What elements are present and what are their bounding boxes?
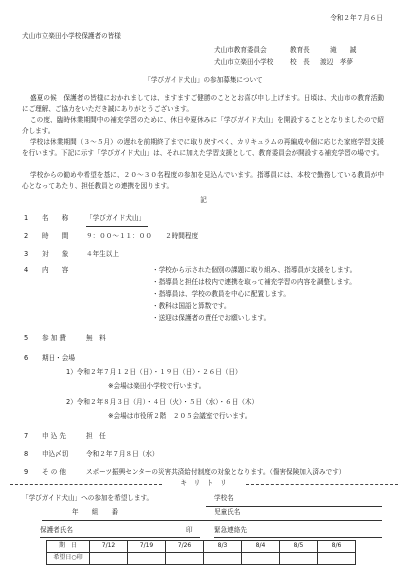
table-header-cell: 8/6 <box>318 541 356 553</box>
item-value: 「学びガイド犬山」 <box>86 214 146 222</box>
kiritori-label: キ リ ト リ <box>180 479 227 487</box>
date-checkbox-cell[interactable] <box>318 553 356 565</box>
emergency-contact-label: 緊急連絡先 <box>214 526 247 534</box>
table-header-cell: 8/4 <box>242 541 280 553</box>
item-label: 申込〆切 <box>42 450 69 458</box>
item-value: ４年生以上 <box>86 250 119 258</box>
item-number: 6 <box>24 354 29 362</box>
body-paragraph-2: この度、臨時休業期間中の補充学習のために、休日や夏休みに「学びガイド犬山」を開設することとなりましたので紹介します。 <box>22 116 384 135</box>
student-info-field[interactable] <box>42 520 382 521</box>
schedule-2-note: ※会場は市役所２階 ２０５会議室で行います。 <box>108 412 252 420</box>
document-date: 令和２年７月６日 <box>330 14 383 22</box>
recipient: 犬山市立楽田小学校保護者の皆様 <box>22 32 121 40</box>
guardian-name-label: 保護者氏名 <box>40 526 73 534</box>
item-label: 名 称 <box>42 214 69 222</box>
preferred-date-row-label: 希望日○印 <box>47 553 90 565</box>
content-bullet-4: ・教科は国語と算数です。 <box>152 302 231 310</box>
table-header-cell: 7/19 <box>128 541 166 553</box>
grade-class-number-label: 年 組 番 <box>72 508 119 516</box>
body-paragraph-3: 学校は休業期間（３～５月）の遅れを前期終了までに取り戻すべく、カリキュラムの再編成や個に応じた家庭学習支援を行います。下記に示す「学びガイド犬山」は、それに加えた学習支援として、教育委員会が開設する補充学習の場です。 <box>22 138 384 157</box>
table-header-row <box>47 541 356 553</box>
item-number: 9 <box>24 468 29 476</box>
content-bullet-3: ・指導員は、学校の教員を中心に配置します。 <box>152 290 290 298</box>
schedule-2: 2）令和２年８月３日（月）・４日（火）・５日（水）・６日（木） <box>66 398 259 406</box>
table-header-cell: 8/5 <box>280 541 318 553</box>
item-number: 3 <box>24 250 29 258</box>
item-value: ９：００～１１：００ ２時間程度 <box>86 232 199 240</box>
item-number: 4 <box>24 266 29 274</box>
body-paragraph-1: 盛夏の候 保護者の皆様におかれましては、ますますご健勝のこととお喜び申し上げます。日頃は、犬山市の教育活動にご理解、ご協力をいただき誠にありがとうございます。 <box>22 94 384 113</box>
content-bullet-2: ・指導員と担任は校内で連携を取って補充学習の内容を調整します。 <box>152 278 356 286</box>
item-label: 対 象 <box>42 250 69 258</box>
item-number: 1 <box>24 214 29 222</box>
table-header-cell: 7/12 <box>90 541 128 553</box>
cut-line-right <box>246 484 398 485</box>
content-bullet-5: ・送迎は保護者の責任でお願いします。 <box>152 314 271 322</box>
emergency-contact-field[interactable] <box>214 537 382 538</box>
schedule-1-note: ※会場は楽田小学校で行います。 <box>108 382 206 390</box>
item-number: 8 <box>24 450 29 458</box>
item-label: 内 容 <box>42 266 69 274</box>
item-number: 7 <box>24 432 29 440</box>
guardian-name-field[interactable] <box>40 537 200 538</box>
content-bullet-1: ・学校から示された個別の課題に取り組み、指導員が支援をします。 <box>152 266 357 274</box>
student-name-label: 児童氏名 <box>214 508 241 516</box>
date-checkbox-cell[interactable] <box>204 553 242 565</box>
item-number: 5 <box>24 334 29 342</box>
date-checkbox-cell[interactable] <box>242 553 280 565</box>
item-label: 期日・会場 <box>42 354 75 362</box>
school-name-field[interactable] <box>206 506 382 507</box>
sender-title-1: 教育長 <box>290 46 310 54</box>
item-value: 令和２年７月８日（水） <box>86 450 159 458</box>
date-checkbox-cell[interactable] <box>280 553 318 565</box>
item-label: 時 間 <box>42 232 69 240</box>
item-value: 無 料 <box>86 334 106 342</box>
table-row <box>47 553 356 565</box>
title-underline <box>86 226 148 227</box>
item-label: そ の 他 <box>42 468 66 476</box>
preferred-dates-table <box>46 540 356 565</box>
sender-org-1: 犬山市教育委員会 <box>214 46 267 54</box>
item-label: 参 加 費 <box>42 334 66 342</box>
ki-heading: 記 <box>200 196 207 204</box>
date-checkbox-cell[interactable] <box>90 553 128 565</box>
sender-name-1: 滝 誠 <box>330 46 357 54</box>
item-number: 2 <box>24 232 29 240</box>
date-checkbox-cell[interactable] <box>128 553 166 565</box>
subject-title: 「学びガイド犬山」の参加募集について <box>144 76 263 84</box>
form-intro: 「学びガイド犬山」への参加を希望します。 <box>22 494 154 502</box>
item-value: 担 任 <box>86 432 106 440</box>
schedule-1: 1）令和２年７月１２日（日）・１９日（日）・２６日（日） <box>66 368 242 376</box>
table-header-cell: 期 日 <box>47 541 90 553</box>
body-paragraph-4: 学校からの勧めや希望を基に、２０～３０名程度の参加を見込んでいます。指導員には、本校で勤務している教員が中心となってあたり、担任教員との連携を図ります。 <box>22 171 384 190</box>
school-name-label: 学校名 <box>214 494 234 502</box>
table-header-cell: 7/26 <box>166 541 204 553</box>
sender-title-2: 校 長 <box>290 58 310 66</box>
item-value: スポーツ振興センターの災害共済給付制度の対象となります。（傷害保険加入済みです） <box>86 468 346 476</box>
sender-org-2: 犬山市立楽田小学校 <box>214 58 274 66</box>
sender-name-2: 渡辺 孝夢 <box>320 58 353 66</box>
table-header-cell: 8/3 <box>204 541 242 553</box>
date-checkbox-cell[interactable] <box>166 553 204 565</box>
item-label: 申 込 先 <box>42 432 66 440</box>
seal-mark: 印 <box>186 526 193 534</box>
